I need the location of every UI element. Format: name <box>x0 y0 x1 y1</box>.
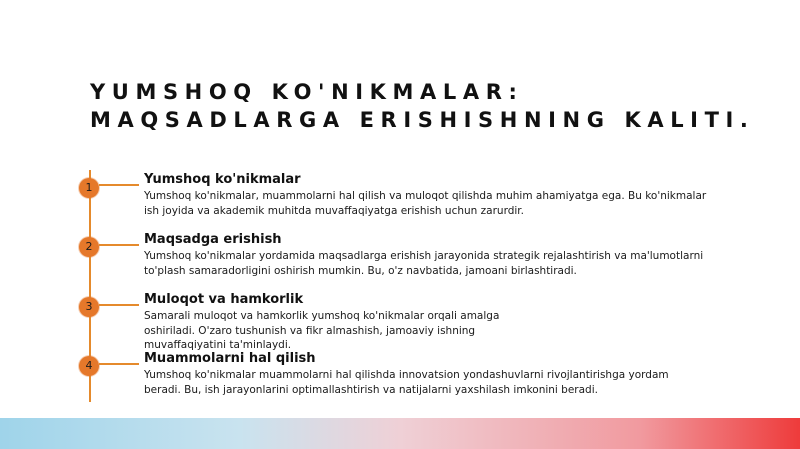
page-title <box>90 78 755 134</box>
timeline-connector-1 <box>99 184 139 186</box>
item-heading: Yumshoq ko'nikmalar <box>144 172 301 187</box>
item-text-line: Samarali muloqot va hamkorlik yumshoq ko'nikmalar orqali amalga <box>144 310 500 322</box>
timeline-connector-4 <box>99 363 139 365</box>
item-text-line: oshiriladi. O'zaro tushunish va fikr almashish, jamoaviy ishning <box>144 324 476 337</box>
item-heading: Muammolarni hal qilish <box>144 351 316 366</box>
timeline-connector-2 <box>99 244 139 246</box>
list-item <box>144 350 744 397</box>
item-text <box>144 189 744 218</box>
item-text-line: Yumshoq ko'nikmalar, muammolarni hal qilish va muloqot qilishda muhim ahamiyatga ega. Bu ko'nikmalar <box>144 190 707 202</box>
timeline-marker-4: 4 <box>79 356 99 376</box>
timeline-marker-3: 3 <box>79 297 99 317</box>
timeline-marker-1: 1 <box>79 178 99 198</box>
list-item <box>144 291 744 353</box>
item-text-line: Yumshoq ko'nikmalar yordamida maqsadlarga erishish jarayonida strategik rejalashtirish va ma'lumotlarni <box>144 250 704 262</box>
item-text-line: to'plash samaradorligini oshirish mumkin. Bu, o'z navbatida, jamoani birlashtiradi. <box>144 264 577 277</box>
timeline-marker-2: 2 <box>79 237 99 257</box>
timeline-connector-3 <box>99 304 139 306</box>
item-text <box>144 368 744 397</box>
item-text-line: beradi. Bu, ish jarayonlarini optimallashtirish va natijalarni yaxshilash imkonini beradi. <box>144 383 598 396</box>
page-title-line-1: YUMSHOQ KO'NIKMALAR: <box>90 80 524 104</box>
list-item <box>144 171 744 218</box>
item-heading: Maqsadga erishish <box>144 232 282 247</box>
item-text <box>144 249 744 278</box>
footer-gradient-band <box>0 418 800 449</box>
list-item <box>144 231 744 278</box>
page-title-line-2: MAQSADLARGA ERISHISHNING KALITI. <box>90 108 755 132</box>
item-heading: Muloqot va hamkorlik <box>144 292 304 307</box>
item-text-line: Yumshoq ko'nikmalar muammolarni hal qilishda innovatsion yondashuvlarni rivojlantirishga yordam <box>144 369 669 381</box>
item-text <box>144 309 744 353</box>
item-text-line: ish joyida va akademik muhitda muvaffaqiyatga erishish uchun zarurdir. <box>144 204 524 217</box>
item-text-line: muvaffaqiyatini ta'minlaydi. <box>144 339 292 351</box>
